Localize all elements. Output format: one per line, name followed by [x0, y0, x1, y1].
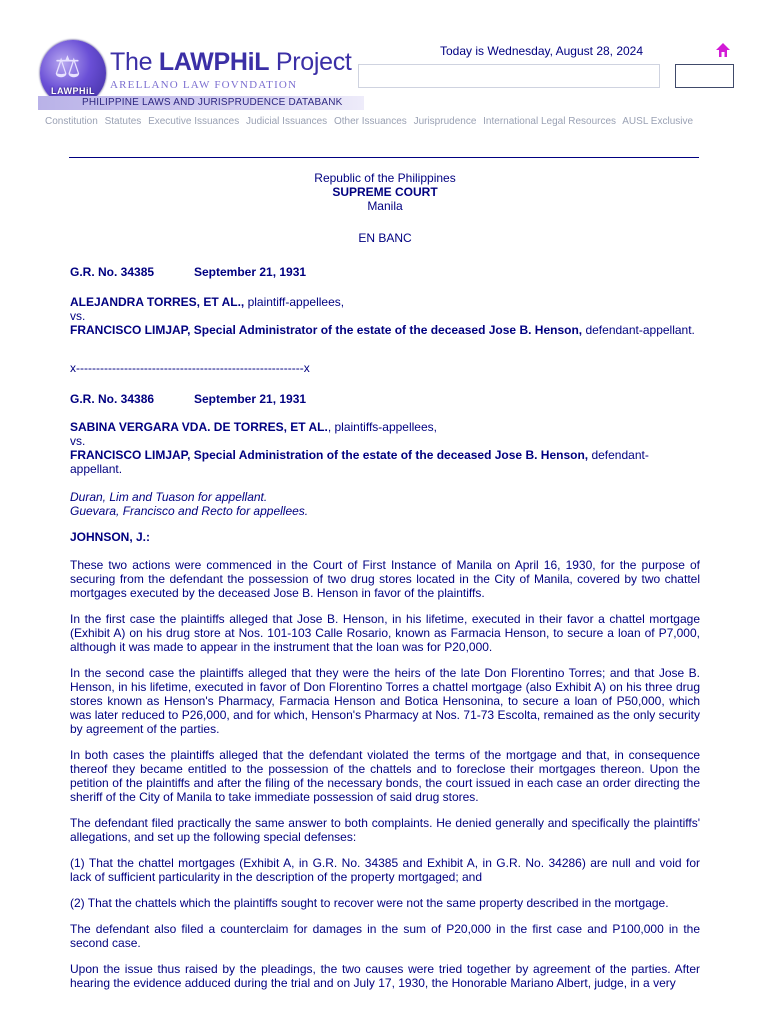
- case1-vs: vs.: [70, 309, 86, 323]
- case1-parties: ALEJANDRA TORRES, ET AL., plaintiff-appellees, vs. FRANCISCO LIMJAP, Special Administrator of the estate of the deceased Jose B. Henson, defendant-appellant.: [70, 295, 700, 337]
- paragraph: In the second case the plaintiffs alleged that they were the heirs of the late Don Florentino Torres; and that Jose B. Henson, in his lifetime, executed in favor of Don Florentino Torres a chattel mortgage (also Exhibit A) on his three drug stores known as Henson's Pharmacy, Farmacia Henson and Botica Hensonina, to secure a loan of P50,000, which was later reduced to P26,000, and for which, Henson's Pharmacy at Nos. 71-73 Escolta, remained as the only security by agreement of the parties.: [70, 666, 700, 736]
- nav-statutes[interactable]: Statutes: [104, 116, 142, 127]
- logo-tagline: PHILIPPINE LAWS AND JURISPRUDENCE DATABANK: [82, 97, 343, 108]
- court-line-supreme-court: SUPREME COURT: [332, 185, 438, 199]
- logo-title: The LAWPHiL Project: [110, 48, 352, 76]
- case1-plaintiff: ALEJANDRA TORRES, ET AL.,: [70, 295, 245, 309]
- nav-judicial-issuances[interactable]: Judicial Issuances: [246, 116, 328, 127]
- court-heading: [70, 171, 700, 213]
- court-line-manila: Manila: [367, 199, 403, 213]
- paragraph: The defendant also filed a counterclaim for damages in the sum of P20,000 in the first case and P100,000 in the second case.: [70, 922, 700, 950]
- search-input[interactable]: [358, 64, 660, 88]
- paragraph: (1) That the chattel mortgages (Exhibit A, in G.R. No. 34385 and Exhibit A, in G.R. No. 34286) are null and void for lack of sufficient particularity in the description of the property mortgaged; and: [70, 856, 700, 884]
- division: EN BANC: [358, 231, 412, 245]
- today-date: Today is Wednesday, August 28, 2024: [440, 44, 644, 58]
- search-button[interactable]: [675, 64, 734, 88]
- ponente: JOHNSON, J.:: [70, 530, 151, 544]
- case2-plaintiff: SABINA VERGARA VDA. DE TORRES, ET AL.: [70, 420, 328, 434]
- logo-tagline-bar: [38, 96, 364, 110]
- nav-ausl-exclusive[interactable]: AUSL Exclusive: [622, 116, 694, 127]
- scales-glyph-icon: ⚖: [54, 50, 81, 85]
- case2-gr-line: G.R. No. 34386 September 21, 1931: [70, 392, 307, 406]
- case1-gr-line: G.R. No. 34385 September 21, 1931: [70, 265, 307, 279]
- lawphil-logo[interactable]: [38, 38, 368, 114]
- counsel-appellant: Duran, Lim and Tuason for appellant.: [70, 490, 268, 504]
- nav-international-legal-resources[interactable]: International Legal Resources: [483, 116, 617, 127]
- nav-jurisprudence[interactable]: Jurisprudence: [413, 116, 477, 127]
- case1-defendant: FRANCISCO LIMJAP, Special Administrator of the estate of the deceased Jose B. Henson,: [70, 323, 583, 337]
- paragraph: In the first case the plaintiffs alleged that Jose B. Henson, in his lifetime, executed in their favor a chattel mortgage (Exhibit A) on his drug store at Nos. 101-103 Calle Rosario, known as Farmacia Henson, to secure a loan of P7,000, although it was made to appear in the instrument that the loan was for P20,000.: [70, 612, 700, 654]
- counsel-appellees: Guevara, Francisco and Recto for appellees.: [70, 504, 309, 518]
- nav-other-issuances[interactable]: Other Issuances: [333, 116, 407, 127]
- decision-document: [70, 171, 700, 1002]
- paragraph: Upon the issue thus raised by the pleadings, the two causes were tried together by agreement of the parties. After hearing the evidence adduced during the trial and on July 17, 1930, the Honorable Mariano Albert, judge, in a very: [70, 962, 700, 990]
- logo-subtitle: ARELLANO LAW FOVNDATION: [110, 79, 298, 91]
- case2-parties: SABINA VERGARA VDA. DE TORRES, ET AL., plaintiffs-appellees, vs. FRANCISCO LIMJAP, Special Administration of the estate of the deceased Jose B. Henson, defendant-appellant.: [70, 420, 700, 476]
- case2-defendant: FRANCISCO LIMJAP, Special Administration of the estate of the deceased Jose B. Henson,: [70, 448, 589, 462]
- home-icon[interactable]: [715, 42, 731, 58]
- paragraph: The defendant filed practically the same answer to both complaints. He denied generally and specifically the plaintiffs' allegations, and set up the following special defenses:: [70, 816, 700, 844]
- nav-constitution[interactable]: Constitution: [45, 116, 98, 127]
- logo-badge: LAWPHiL: [51, 86, 95, 96]
- case-separator: x---------------------------------------------------------x: [70, 361, 310, 375]
- counsel: [70, 490, 700, 518]
- paragraph: (2) That the chattels which the plaintiffs sought to recover were not the same property described in the mortgage.: [70, 896, 669, 910]
- court-line-republic: Republic of the Philippines: [314, 171, 456, 185]
- header-divider: [69, 157, 699, 158]
- paragraph: These two actions were commenced in the Court of First Instance of Manila on April 16, 1930, for the purpose of securing from the defendant the possession of two drug stores located in the City of Manila, covered by two chattel mortgages executed by the deceased Jose B. Henson in favor of the plaintiffs.: [70, 558, 700, 600]
- nav-executive-issuances[interactable]: Executive Issuances: [148, 116, 240, 127]
- case2-vs: vs.: [70, 434, 86, 448]
- paragraph: In both cases the plaintiffs alleged that the defendant violated the terms of the mortgage and that, in consequence thereof they became entitled to the possession of the chattels and to foreclose their mortgages thereon. Upon the petition of the plaintiffs and after the filing of the necessary bonds, the court issued in each case an order directing the sheriff of the City of Manila to take immediate possession of said drug stores.: [70, 748, 700, 804]
- main-nav: [45, 116, 697, 127]
